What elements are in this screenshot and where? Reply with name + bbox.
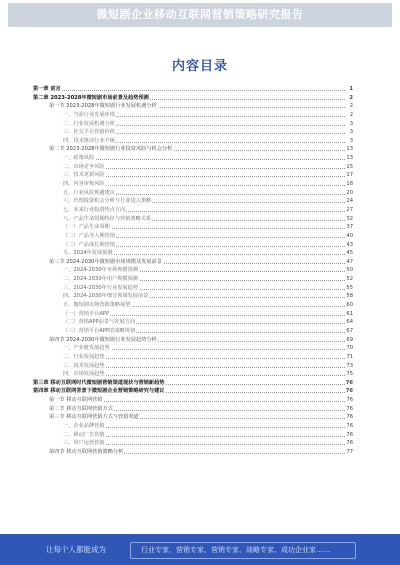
toc-page-number: 27 [346,206,353,213]
toc-page-number: 13 [346,146,353,153]
toc-entry-text: 二、行业发展趋势 [63,353,105,360]
toc-page-number: 69 [346,336,353,343]
header-bar [8,3,392,27]
toc-entry-text: 七、未来行业投资热点方向 [63,206,126,213]
toc-entry[interactable] [33,327,353,336]
toc-page-number: 3 [349,137,353,144]
toc-entry[interactable] [33,344,353,353]
toc-entry[interactable] [33,223,353,232]
toc-entry[interactable] [33,422,353,431]
toc-entry-text: 一、政策风险 [63,155,95,162]
toc-entry-text: 第四章 移动互联网背景下微短剧企业营销策略研究与建议 [33,388,165,395]
toc-entry[interactable] [33,154,353,163]
toc-entry-text: 四、市场发展趋势 [63,371,105,378]
toc-entry-text: 第一节 移动互联网营销 [49,397,103,404]
toc-entry[interactable] [33,180,353,189]
toc-entry-text: 五、微短剧市场营销策略展望 [63,302,131,309]
toc-page-number: 1 [349,86,353,92]
toc-entry-text: 第三节 移动互联网营销方式与营销渠道 [49,414,139,421]
toc-page-number: 2 [349,111,353,118]
toc-entry-text: 六、代理投资机会分析与行业进入策略 [63,198,152,205]
toc-entry-text: （一）产品生命周期 [63,224,110,231]
toc-entry-text: 二、移动广告营销 [63,431,105,438]
toc-entry[interactable] [33,370,353,379]
toc-page-number: 73 [346,362,353,369]
toc-entry[interactable] [33,102,353,111]
toc-entry-text: （三）产品成长期营销 [63,241,115,248]
toc-entry[interactable] [33,275,353,284]
toc-entry[interactable] [33,120,353,129]
toc-entry[interactable] [33,258,353,267]
toc-entry[interactable] [33,249,353,258]
toc-entry-text: 第一章 前言 [33,86,61,92]
toc-page-number: 76 [346,422,353,429]
report-title: 微短剧企业移动互联网营销策略研究报告 [96,8,304,21]
toc-entry[interactable] [33,266,353,275]
toc-entry-text: （三）营销平台APP的战略规划 [63,327,136,334]
toc-entry-text: 三、技术发展趋势 [63,362,105,369]
toc-entry[interactable] [33,215,353,224]
toc-page-number: 18 [346,181,353,188]
toc-entry[interactable] [33,128,353,137]
toc-entry-text: 一、当前行业发展环境 [63,111,115,118]
toc-entry-text: 三、用户运营营销 [63,440,105,447]
toc-entry-text: 第三章 移动互联网时代微短剧营销渠道现状与营销新趋势 [33,379,165,386]
toc-page-number: 15 [346,163,353,170]
toc-entry[interactable] [33,197,353,206]
toc-entry-text: （二）产品导入期营销 [63,232,115,239]
toc-entry-text: 三、技术更新风险 [63,172,105,179]
toc-page-number: 40 [346,232,353,239]
toc-page-number: 76 [346,397,353,404]
toc-entry[interactable] [33,362,353,371]
toc-page-number: 76 [346,431,353,438]
toc-entry-text: 八、产品生命周期特征与营销策略关系 [63,215,152,222]
toc-page-number: 47 [346,258,353,265]
toc-entry[interactable] [33,137,353,146]
toc-entry[interactable] [33,336,353,345]
toc-page-number: 24 [346,198,353,205]
toc-entry-text: 二、2024-2030年用户规模预测 [63,276,138,283]
toc-page-number: 52 [346,276,353,283]
toc-page-number: 70 [346,345,353,352]
toc-entry[interactable] [33,387,353,396]
toc-page-number: 17 [346,172,353,179]
toc-entry[interactable] [33,206,353,215]
toc-page-number: 37 [346,224,353,231]
toc-page-number: 76 [346,414,353,421]
toc-entry[interactable] [33,232,353,241]
footer-bar [0,534,400,565]
toc-entry[interactable] [33,448,353,457]
toc-page-number: 77 [346,448,353,455]
toc-entry[interactable] [33,85,353,94]
toc-entry-text: 二、市场竞争风险 [63,163,105,170]
toc-entry[interactable] [33,396,353,405]
toc-page-number: 76 [345,379,353,386]
toc-page-number: 3 [349,129,353,136]
toc-page-number: 32 [346,215,353,222]
toc-entry-text: 第四节 2024-2030年微短剧行业发展趋势分析 [49,336,157,343]
toc-entry[interactable] [33,379,353,388]
toc-entry-text: 第二节 移动互联网营销方式 [49,405,113,412]
toc-page-number: 71 [346,353,353,360]
toc-entry-text: （二）营销APP前景与发展方向 [63,319,136,326]
toc-entry-text: 第四节 移动互联网营销策略分析 [49,448,124,455]
toc-page-number: 58 [346,293,353,300]
toc-entry-text: 一、产业链发展趋势 [63,345,110,352]
toc-page-number: 20 [346,189,353,196]
toc-entry[interactable] [33,431,353,440]
toc-entry-text: 一、2024-2030年市场规模预测 [63,267,138,274]
toc-entry-text: 三、2024-2030年行业发展趋势 [63,284,138,291]
toc-entry[interactable] [33,163,353,172]
toc-page-number: 75 [346,371,353,378]
toc-entry-text: 第三节 2024-2030年微短剧市场规模及发展前景 [49,258,162,265]
toc-page-number: 76 [346,440,353,447]
toc-entry[interactable] [33,353,353,362]
toc-entry-text: 第二节 2023-2028年微短剧行业投资风险与机会分析 [49,146,173,153]
toc-page-number: 3 [349,120,353,127]
toc-entry-text: （一）营销平台APP [63,310,110,317]
toc-entry[interactable] [33,189,353,198]
toc-page-number: 76 [346,405,353,412]
toc-page-number: 2 [349,103,353,110]
toc-entry[interactable] [33,94,353,103]
toc-entry[interactable] [33,145,353,154]
toc-entry-text: 四、2024-2030年细分领域发展前景 [63,293,149,300]
table-of-contents [33,85,353,457]
toc-page-number: 45 [346,250,353,257]
toc-entry-text: 第一节 2023-2028年微短剧行业发展机遇分析 [49,103,157,110]
toc-entry-text: 九、2024年发展预测 [63,250,113,257]
footer-tagline-box [130,542,356,559]
toc-entry[interactable] [33,292,353,301]
toc-entry[interactable] [33,439,353,448]
toc-entry[interactable] [33,413,353,422]
toc-entry-text: 四、技术推动行业升级 [63,137,115,144]
toc-page-number: 43 [346,241,353,248]
toc-page-number: 2 [349,94,353,101]
toc-entry[interactable] [33,284,353,293]
toc-entry-text: 第二章 2023-2028年微短剧市场前景及趋势预测 [33,94,149,101]
toc-page-number: 61 [346,310,353,317]
toc-page-number: 60 [346,302,353,309]
toc-page-number: 13 [346,155,353,162]
toc-page-number: 67 [346,327,353,334]
toc-entry[interactable] [33,301,353,310]
toc-page-number: 55 [346,284,353,291]
toc-entry-text: 一、企业品牌营销 [63,422,105,429]
footer-slogan: 让每个人都能成为 [46,545,106,554]
toc-leader-dots [33,90,345,91]
footer-tagline: 行业专家、营销专家、营销专家、战略专家、成功企业家…… [141,546,330,554]
toc-entry[interactable] [33,405,353,414]
toc-entry-text: 五、行业风险规避建议 [63,189,115,196]
toc-entry[interactable] [33,171,353,180]
toc-entry-text: 二、行业发展机遇分析 [63,120,115,127]
toc-page-number: 50 [346,267,353,274]
toc-entry[interactable] [33,318,353,327]
toc-entry[interactable] [33,111,353,120]
toc-page-number: 64 [346,319,353,326]
toc-leader-dots [63,159,345,160]
toc-heading: 内容目录 [171,59,228,74]
toc-entry[interactable] [33,310,353,319]
toc-entry[interactable] [33,241,353,250]
toc-entry-text: 三、社交平台营销价值 [63,129,115,136]
toc-page-number: 76 [345,388,353,395]
toc-entry-text: 四、内容审核风险 [63,181,105,188]
